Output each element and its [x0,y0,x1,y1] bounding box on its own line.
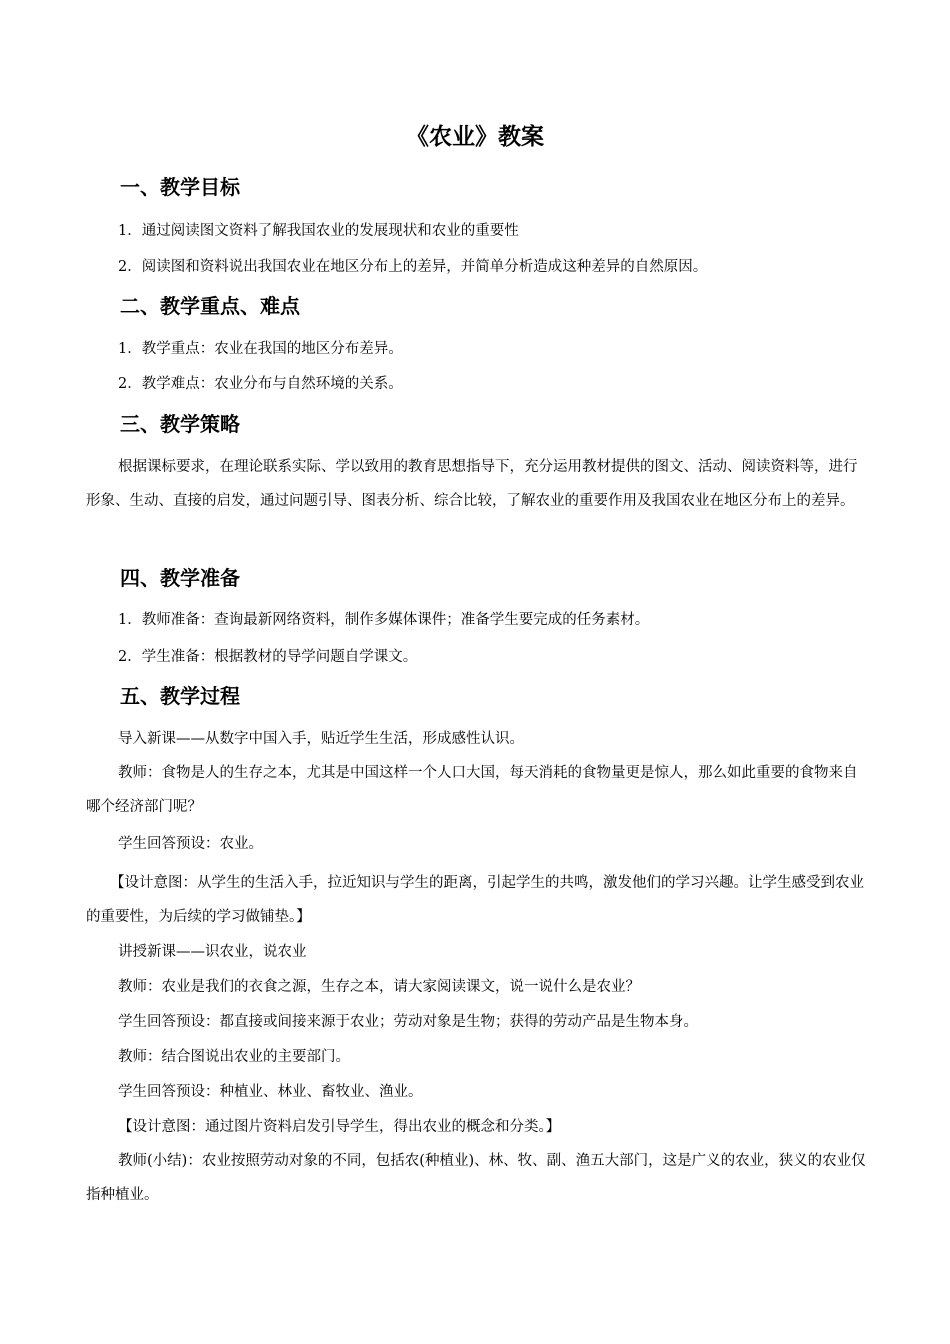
section-heading-preparation: 四、教学准备 [120,566,240,590]
process-line: 讲授新课——识农业，说农业 [118,944,307,960]
process-line: 教师：结合图说出农业的主要部门。 [118,1049,350,1065]
process-paragraph: 教师(小结)：农业按照劳动对象的不同，包括农(种植业)、林、牧、副、渔五大部门，这是广义的农业，狭义的农业仅指种植业。 [86,1153,866,1203]
section-heading-process: 五、教学过程 [120,684,240,708]
design-intent-note: 【设计意图：通过图片资料启发引导学生，得出农业的概念和分类。】 [118,1119,561,1135]
process-line: 教师：农业是我们的衣食之源，生存之本，请大家阅读课文，说一说什么是农业？ [118,979,640,995]
objective-item: 1．通过阅读图文资料了解我国农业的发展现状和农业的重要性 [118,223,519,239]
process-line: 学生回答预设：都直接或间接来源于农业；劳动对象是生物；获得的劳动产品是生物本身。 [118,1014,698,1030]
document-title: 《农业》教案 [406,124,544,150]
objective-item: 2．阅读图和资料说出我国农业在地区分布上的差异，并简单分析造成这种差异的自然原因。 [118,259,708,275]
process-line: 学生回答预设：种植业、林业、畜牧业、渔业。 [118,1084,423,1100]
process-paragraph: 教师：食物是人的生存之本，尤其是中国这样一个人口大国，每天消耗的食物量更是惊人，那么如此重要的食物来自哪个经济部门呢？ [86,765,858,815]
section-heading-strategy: 三、教学策略 [120,412,240,436]
strategy-paragraph: 根据课标要求，在理论联系实际、学以致用的教育思想指导下，充分运用教材提供的图文、活动、阅读资料等，进行形象、生动、直接的启发，通过问题引导、图表分析、综合比较，了解农业的重要作用及我国农业在地区分布上的差异。 [86,459,858,509]
section-heading-objectives: 一、教学目标 [120,175,240,199]
process-line: 导入新课——从数字中国入手，贴近学生生活，形成感性认识。 [118,731,524,747]
preparation-item: 1．教师准备：查询最新网络资料，制作多媒体课件；准备学生要完成的任务素材。 [118,612,650,628]
key-point-item: 1．教学重点：农业在我国的地区分布差异。 [118,341,403,357]
process-line: 学生回答预设：农业。 [118,836,263,852]
key-point-item: 2．教学难点：农业分布与自然环境的关系。 [118,376,403,392]
section-heading-key-points: 二、教学重点、难点 [120,294,300,318]
preparation-item: 2．学生准备：根据教材的导学问题自学课文。 [118,649,418,665]
design-intent-note: 【设计意图：从学生的生活入手，拉近知识与学生的距离，引起学生的共鸣，激发他们的学习兴趣。让学生感受到农业的重要性，为后续的学习做铺垫。】 [86,875,864,925]
